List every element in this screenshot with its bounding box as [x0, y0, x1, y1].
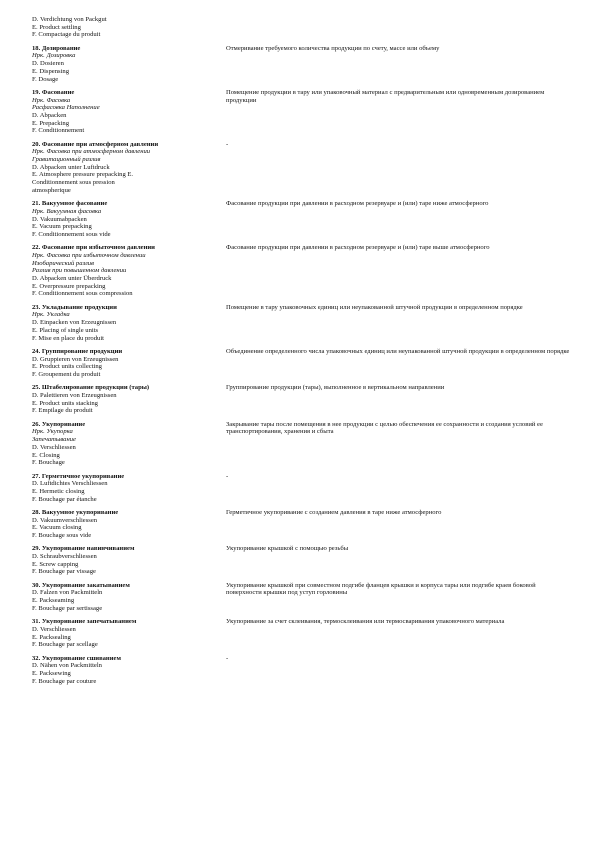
- term-translation: D. Verschliessen: [32, 625, 76, 633]
- term-names: [32, 545, 222, 576]
- term-names: [32, 421, 222, 467]
- term-synonym: Гравитационный разлив: [32, 156, 101, 164]
- term-synonym: Нрк. Фасовка при атмосферном давлении: [32, 148, 151, 156]
- term-names: [32, 509, 222, 540]
- term-translation: F. Conditionnement sous compression: [32, 290, 133, 298]
- term-synonym: Нрк. Укупорка: [32, 428, 73, 436]
- term-names: [32, 89, 222, 135]
- term-entry: [32, 141, 572, 195]
- term-title: 24. Группирование продукции: [32, 347, 123, 355]
- term-translation: F. Mise en place du produit: [32, 334, 104, 342]
- term-synonym: Нрк. Дозировка: [32, 52, 76, 60]
- term-entry: [32, 384, 572, 415]
- terms-document: [32, 16, 572, 691]
- term-translation: F. Compactage du produit: [32, 31, 101, 39]
- term-title: 30. Укупоривание закатыванием: [32, 581, 130, 589]
- term-definition: Фасование продукции при давлении в расходном резервуаре и (или) таре выше атмосферного: [226, 244, 490, 252]
- term-entry: [32, 655, 572, 686]
- term-entry: [32, 545, 572, 576]
- term-translation: E. Screw capping: [32, 560, 79, 568]
- term-translation: E. Packseaming: [32, 597, 75, 605]
- term-synonym: Нрк. Фасовка: [32, 96, 71, 104]
- term-translation: Conditionnement sous pression: [32, 179, 115, 187]
- term-synonym: Изобарический разлив: [32, 259, 94, 267]
- term-translation: E. Product units stacking: [32, 399, 98, 407]
- term-entry: [32, 421, 572, 467]
- term-synonym: Нрк. Укладка: [32, 311, 70, 319]
- term-translation: F. Conditionnement: [32, 127, 85, 135]
- term-definition: Укупоривание за счет склеивания, термосклеивания или термосваривания упаковочного материала: [226, 618, 505, 626]
- term-translation: D. Einpacken von Erzeugnissen: [32, 319, 117, 327]
- term-names: [32, 304, 222, 343]
- term-translation: E. Product settling: [32, 23, 81, 31]
- term-entry: [32, 509, 572, 540]
- term-title: 23. Укладывание продукции: [32, 303, 117, 311]
- term-names: [32, 244, 222, 298]
- term-translation: D. Abpacken unter Überdruck: [32, 275, 112, 283]
- term-definition: Отмеривание требуемого количества продукции по счету, массе или объему: [226, 44, 440, 52]
- term-definition: Помещение в тару упаковочных единиц или неупакованной штучной продукции в определенном порядке: [226, 303, 523, 311]
- term-entry: [32, 348, 572, 379]
- term-translation: D. Falzen von Packmitteln: [32, 589, 103, 597]
- term-definition: -: [226, 472, 229, 480]
- term-title: 26. Укупоривание: [32, 420, 86, 428]
- term-title: 20. Фасование при атмосферном давлении: [32, 140, 159, 148]
- term-translation: E. Hermetic closing: [32, 487, 85, 495]
- term-translation: F. Bouchage par sertissage: [32, 604, 103, 612]
- term-translation: D. Gruppieren von Erzeugnissen: [32, 355, 119, 363]
- term-translation: F. Conditionnement sous vide: [32, 230, 111, 238]
- term-translation: F. Dosage: [32, 75, 59, 83]
- term-entry: [32, 89, 572, 135]
- term-translation: F. Bouchage: [32, 459, 65, 467]
- term-translation: E. Product units collecting: [32, 363, 102, 371]
- term-translation: F. Bouchage par vissage: [32, 568, 96, 576]
- term-definition: Фасование продукции при давлении в расходном резервуаре и (или) таре ниже атмосферного: [226, 200, 489, 208]
- term-translation: D. Luftdichtes Verschliessen: [32, 480, 108, 488]
- term-synonym: Расфасовка Наполнение: [32, 104, 100, 112]
- term-names: [32, 45, 222, 84]
- term-entry: [32, 618, 572, 649]
- term-definition: -: [226, 654, 229, 662]
- term-names: [32, 384, 222, 415]
- term-names: [32, 473, 222, 504]
- term-translation: D. Abpacken unter Luftdruck: [32, 163, 110, 171]
- term-entry: [32, 244, 572, 298]
- term-translation: atmospherique: [32, 186, 71, 194]
- term-translation: E. Vacuum prepacking: [32, 223, 92, 231]
- term-translation: E. Closing: [32, 451, 60, 459]
- term-translation: F. Bouchage par scellage: [32, 641, 98, 649]
- term-entry: [32, 16, 572, 39]
- term-title: 32. Укупоривание сшиванием: [32, 654, 121, 662]
- term-translation: E. Placing of single units: [32, 326, 99, 334]
- term-entry: [32, 473, 572, 504]
- term-synonym: Нрк. Фасовка при избыточном давлении: [32, 251, 146, 259]
- term-synonym: Разлив при повышенном давлении: [32, 267, 127, 275]
- term-names: [32, 618, 222, 649]
- term-translation: E. Overpressure prepacking: [32, 282, 106, 290]
- term-translation: E. Atmosphere pressure prepacking E.: [32, 171, 134, 179]
- term-translation: D. Schraubverschliessen: [32, 553, 97, 561]
- term-translation: D. Palettieren von Erzeugnissen: [32, 391, 117, 399]
- term-translation: F. Bouchage par étanche: [32, 495, 97, 503]
- term-definition: Помещение продукции в тару или упаковочный материал с предварительным или одновременным дозированием продукции: [226, 88, 545, 104]
- term-translation: E. Prepacking: [32, 119, 69, 127]
- term-title: 28. Вакуумное укупоривание: [32, 508, 119, 516]
- term-names: [32, 16, 222, 39]
- term-entry: [32, 45, 572, 84]
- term-translation: E. Packsealing: [32, 633, 71, 641]
- term-title: 27. Герметичное укупоривание: [32, 472, 125, 480]
- term-names: [32, 582, 222, 613]
- term-translation: D. Dosieren: [32, 60, 64, 68]
- term-title: 31. Укупоривание запечатыванием: [32, 618, 137, 626]
- term-title: 19. Фасование: [32, 88, 75, 96]
- term-translation: F. Groupement du produit: [32, 370, 101, 378]
- term-title: 18. Дозирование: [32, 44, 81, 52]
- term-translation: D. Verschliessen: [32, 443, 76, 451]
- term-translation: F. Empilage du produit: [32, 407, 93, 415]
- term-translation: E. Vacuum closing: [32, 524, 82, 532]
- term-names: [32, 141, 222, 195]
- term-names: [32, 655, 222, 686]
- term-definition: -: [226, 140, 229, 148]
- term-entry: [32, 200, 572, 239]
- term-translation: E. Dispensing: [32, 67, 69, 75]
- term-title: 21. Вакуумное фасование: [32, 200, 108, 208]
- term-names: [32, 348, 222, 379]
- term-entry: [32, 582, 572, 613]
- term-title: 29. Укупоривание навинчиванием: [32, 545, 135, 553]
- term-translation: F. Bouchage sous vide: [32, 532, 92, 540]
- term-definition: Объединение определенного числа упаковочных единиц или неупакованной штучной продукции в определенном порядке: [226, 347, 570, 355]
- term-translation: D. Vakuumabpacken: [32, 215, 87, 223]
- term-names: [32, 200, 222, 239]
- term-translation: F. Bouchage par couture: [32, 677, 97, 685]
- term-title: 22. Фасование при избыточном давлении: [32, 244, 155, 252]
- term-title: 25. Штабелирование продукции (тары): [32, 384, 150, 392]
- term-translation: D. Vakuumverschliessen: [32, 516, 98, 524]
- term-definition: Группирование продукции (тары), выполненное в вертикальном направлении: [226, 384, 445, 392]
- term-definition: Укупоривание крышкой при совместном подгибе фланцев крышки и корпуса тары или подгибе краев боковой поверхности крышки под уступ горловины: [226, 581, 536, 597]
- term-translation: D. Verdichtung von Packgut: [32, 16, 107, 23]
- term-definition: Герметичное укупоривание с созданием давления в таре ниже атмосферного: [226, 508, 442, 516]
- term-synonym: Запечатывание: [32, 436, 76, 444]
- term-translation: E. Packsewing: [32, 669, 71, 677]
- term-synonym: Нрк. Вакуумная фасовка: [32, 207, 102, 215]
- term-definition: Закрывание тары после помещения в нее продукции с целью обеспечения ее сохранности и создания условий ее транспортирования, хранения и сбыта: [226, 420, 543, 436]
- term-translation: D. Nähen von Packmitteln: [32, 662, 102, 670]
- term-entry: [32, 304, 572, 343]
- term-translation: D. Abpacken: [32, 111, 67, 119]
- term-definition: Укупоривание крышкой с помощью резьбы: [226, 545, 349, 553]
